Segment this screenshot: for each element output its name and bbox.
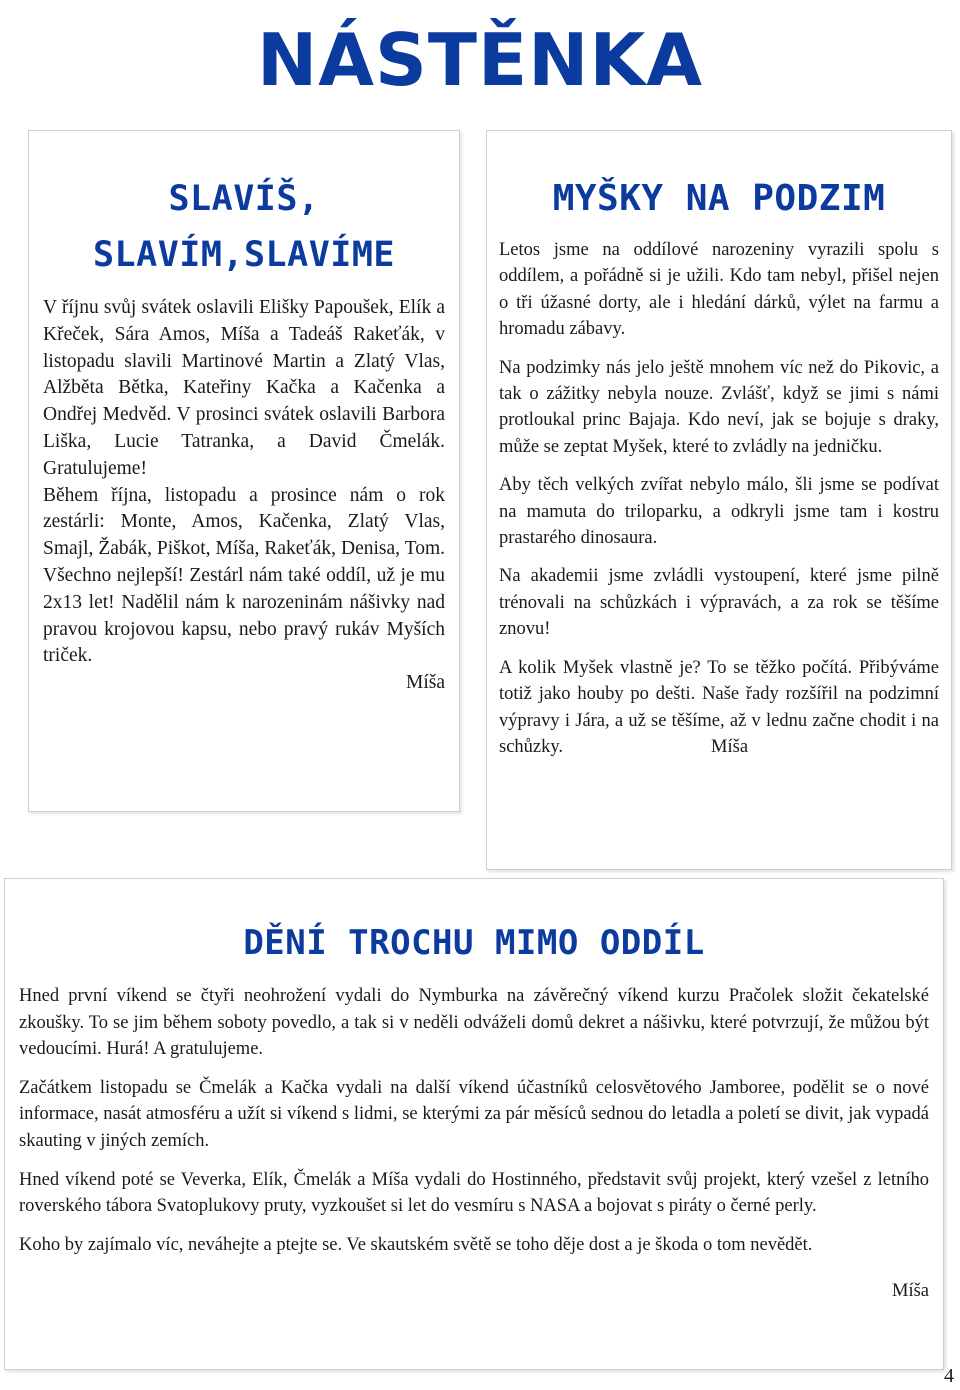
birthday-signature: Míša [406,672,445,694]
autumn-paragraph-1: Letos jsme na oddílové narozeniny vyrazili spolu s oddílem, a pořádně si je užili. Kdo tam nebyl, přišel nejen o tři úžasné dorty, ale i hledání dárků, výlet na farmu a hromadu zábavy. [499,240,939,340]
outside-events-paragraph-3: Hned víkend poté se Veverka, Elík, Čmelák a Míša vydali do Hostinného, představit svůj projekt, který vzešel z letního roverského tábora Svatoplukovy pruty, vyzkoušet si let do vesmíru s NASA a bojovat s piráty o černé perly. [19,1169,929,1217]
birthday-paragraph-1: V říjnu svůj svátek oslavili Elišky Papoušek, Elík a Křeček, Sára Amos, Míša a Tadeáš Rakeťák, v listopadu slavili Martinové Martin a Zlatý Vlas, Alžběta Bětka, Kateřiny Kačka a Kačenka a Ondřej Medvěd. V prosinci svátek oslavili Barbora Liška, Lucie Tatranka, a David Čmelák. Gratulujeme! [43,297,445,479]
birthday-paragraph-2: Během října, listopadu a prosince nám o rok zestárli: Monte, Amos, Kačenka, Zlatý Vlas, Smajl, Žabák, Piškot, Míša, Rakeťák, Denisa, Tom. Všechno nejlepší! Zestárl nám také oddíl, už je mu 2x13 let! Nadělil nám k narozeninám nášivky nad pravou krojovou kapsu, nebo pravý rukáv Myších triček. [43,484,445,667]
autumn-paragraph-5-text: A kolik Myšek vlastně je? To se těžko počítá. Přibýváme totiž jako houby po dešti. Naše řady rozšířil na podzimní výpravy i Jára, a už se těšíme, až v lednu začne chodit i na schůzky. [499,657,939,757]
autumn-article [486,130,952,870]
birthday-article [28,130,460,812]
autumn-signature: Míša [711,736,749,757]
outside-events-paragraph-1: Hned první víkend se čtyři neohrožení vydali do Nymburka na závěrečný víkend kurzu Pračolek složit čekatelské zkoušky. To se jim během soboty povedlo, a tak si v neděli odváželi domů dekret a nášivku, které potvrzují, že můžou být vedoucími. Hurá! A gratulujeme. [19,986,929,1060]
birthday-heading: SLAVÍŠ, SLAVÍM,SLAVÍME [92,179,395,275]
outside-events-heading: DĚNÍ TROCHU MIMO ODDÍL [243,923,705,963]
autumn-paragraph-2: Na podzimky nás jelo ještě mnohem víc než do Pikovic, a tak o zážitky nebyla nouze. Zvlášť, když se jimi s námi protloukal princ Bajaja. Kdo neví, jak se bojuje s draky, může se zeptat Myšek, které to zvládly na jedničku. [499,357,939,457]
outside-events-article [4,878,944,1370]
autumn-paragraph-3: Aby těch velkých zvířat nebylo málo, šli jsme se podívat na mamuta do triloparku, a odkryli jsme tam i kostru prastarého dinosaura. [499,475,939,549]
outside-events-signature: Míša [892,1281,929,1302]
autumn-heading: MYŠKY NA PODZIM [552,178,886,219]
page-number: 4 [944,1365,954,1387]
outside-events-paragraph-4: Koho by zajímalo víc, neváhejte a ptejte se. Ve skautském světě se toho děje dost a je škoda o tom nevědět. [19,1234,813,1255]
autumn-paragraph-5 [499,655,939,761]
page-title: NÁSTĚNKA [257,18,703,102]
autumn-paragraph-4: Na akademii jsme zvládli vystoupení, které jsme pilně trénovali na schůzkách i výpravách, a za rok se těšíme znovu! [499,566,939,640]
outside-events-paragraph-2: Začátkem listopadu se Čmelák a Kačka vydali na další víkend účastníků celosvětového Jamboree, podělit se o nové informace, nasát atmosféru a užít si víkend s lidmi, se kterými za pár měsíců sednou do letadla a poletí se divit, jak vypadá skauting v jiných zemích. [19,1077,929,1151]
